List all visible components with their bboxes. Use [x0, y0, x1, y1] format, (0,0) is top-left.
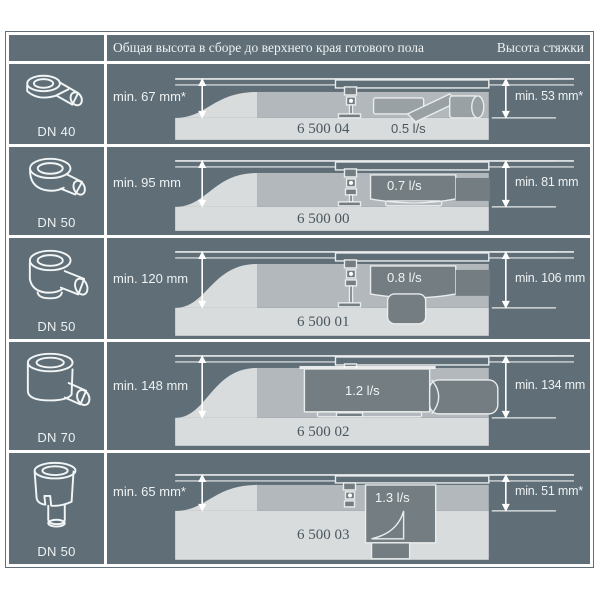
drain-channel [335, 162, 488, 170]
catalog-table [5, 31, 594, 568]
vertical-outlet-trap-icon [18, 459, 96, 529]
article-number: 6 500 03 [297, 527, 350, 544]
table-row [9, 238, 590, 340]
finished-floor-lines [175, 79, 574, 88]
dn-size-label: DN 50 [37, 319, 76, 335]
trap-type-cell [9, 342, 104, 450]
dimension-arrow-total-height [198, 78, 206, 119]
dimension-arrow-total-height [198, 474, 206, 512]
header-title-right: Высота стяжки [496, 39, 584, 55]
article-number: 6 500 01 [297, 313, 350, 330]
total-height-label: min. 65 mm* [113, 484, 186, 500]
total-height-label: min. 148 mm [113, 378, 189, 394]
flow-rate-label: 0.5 l/s [391, 120, 426, 136]
screed-height-label: min. 53 mm* [515, 88, 583, 103]
support-foot [343, 483, 355, 507]
flow-rate-label: 0.8 l/s [387, 269, 422, 285]
flat-horizontal-trap-icon [18, 70, 96, 120]
screed-height-label: min. 81 mm [515, 174, 579, 189]
cylinder-trap-icon [18, 348, 96, 416]
article-number: 6 500 00 [297, 210, 350, 227]
drain-channel [335, 476, 488, 483]
header-title-main: Общая высота в сборе до верхнего края готового пола [113, 39, 425, 55]
header-main-cell [107, 35, 590, 61]
table-row [9, 147, 590, 235]
dn-size-label: DN 50 [37, 544, 76, 559]
trap-type-cell [9, 238, 104, 340]
dimension-arrow-total-height [198, 160, 206, 208]
installation-diagram-cell [107, 453, 590, 564]
bowl-trap-icon [18, 244, 96, 308]
total-height-label: min. 120 mm [113, 270, 189, 286]
screed-height-label: min. 134 mm [515, 378, 586, 393]
drain-channel [335, 80, 488, 88]
table-row [9, 342, 590, 450]
finished-floor-lines [175, 252, 574, 261]
screed-height-label: min. 106 mm [515, 270, 586, 285]
low-bowl-trap-icon [18, 153, 96, 207]
flow-rate-label: 1.3 l/s [375, 490, 410, 506]
installation-diagram-cell [107, 147, 590, 235]
flow-rate-label: 0.7 l/s [387, 177, 422, 193]
finished-floor-lines [175, 356, 574, 365]
table-row [9, 64, 590, 144]
total-height-label: min. 95 mm [113, 174, 181, 190]
dn-size-label: DN 40 [37, 123, 76, 139]
installation-diagram-cell [107, 238, 590, 340]
flow-rate-label: 1.2 l/s [345, 383, 380, 399]
dn-size-label: DN 70 [37, 430, 76, 446]
screed-height-label: min. 51 mm* [515, 484, 583, 499]
table-header-row [9, 35, 590, 61]
article-number: 6 500 02 [297, 424, 350, 441]
drain-channel [335, 357, 488, 365]
trap-type-cell [9, 64, 104, 144]
article-number: 6 500 04 [297, 120, 350, 137]
installation-cross-section [107, 453, 590, 564]
total-height-label: min. 67 mm* [113, 88, 186, 104]
trap-type-cell [9, 453, 104, 564]
finished-floor-lines [175, 161, 574, 170]
table-row [9, 453, 590, 564]
installation-diagram-cell [107, 342, 590, 450]
drain-channel [335, 253, 488, 261]
installation-diagram-cell [107, 64, 590, 144]
floor-structure [175, 485, 489, 560]
header-empty-cell [9, 35, 104, 61]
trap-type-cell [9, 147, 104, 235]
finished-floor-lines [175, 475, 574, 483]
dn-size-label: DN 50 [37, 214, 76, 230]
